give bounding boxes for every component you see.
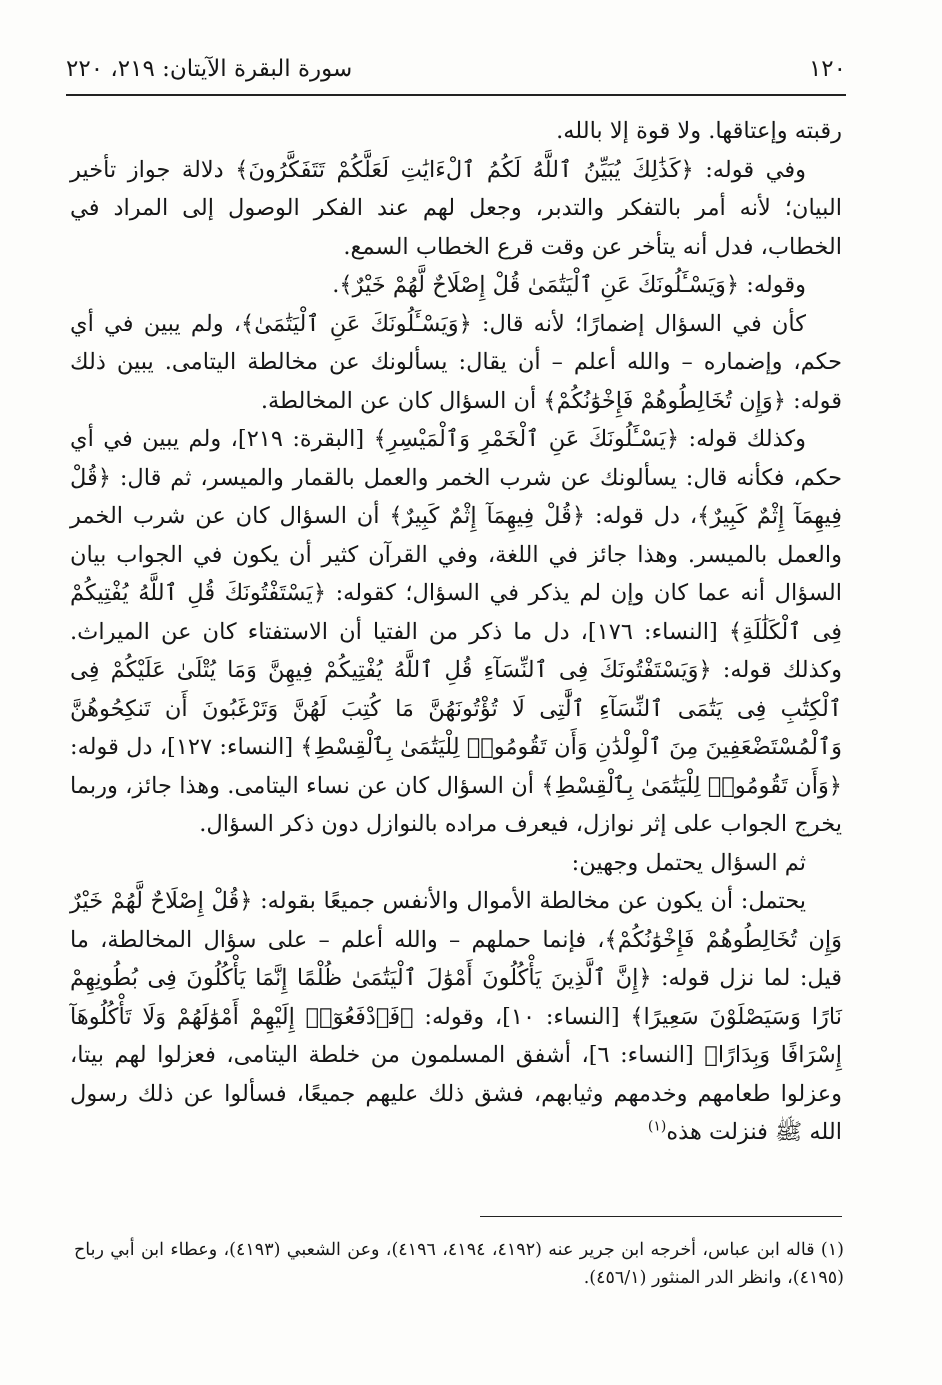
paragraph: وكذلك قوله: ﴿يَسْـَٔلُونَكَ عَنِ ٱلْخَمْرِ وَٱلْمَيْسِرِ﴾ [البقرة: ٢١٩]، ولم يبين في أي حكم، فكأنه قال: يسألونك عن شرب الخمر والعمل بالقمار والميسر، ثم قال: ﴿قُلْ فِيهِمَآ إِثْمٌ كَبِيرٌ﴾، دل قوله: ﴿قُلْ فِيهِمَآ إِثْمٌ كَبِيرٌ﴾ أن السؤال كان عن شرب الخمر والعمل بالميسر. وهذا جائز في اللغة، وفي القرآن كثير أن يكون في الجواب بيان السؤال أنه عما كان وإن لم يذكر في السؤال؛ كقوله: ﴿يَسْتَفْتُونَكَ قُلِ ٱللَّهُ يُفْتِيكُمْ فِى ٱلْكَلَٰلَةِ﴾ [النساء: ١٧٦]، دل ما ذكر من الفتيا أن الاستفتاء كان عن الميراث. وكذلك قوله: ﴿وَيَسْتَفْتُونَكَ فِى ٱلنِّسَآءِ قُلِ ٱللَّهُ يُفْتِيكُمْ فِيهِنَّ وَمَا يُتْلَىٰ عَلَيْكُمْ فِى ٱلْكِتَٰبِ فِى يَتَٰمَى ٱلنِّسَآءِ ٱلَّٰتِى لَا تُؤْتُونَهُنَّ مَا كُتِبَ لَهُنَّ وَتَرْغَبُونَ أَن تَنكِحُوهُنَّ وَٱلْمُسْتَضْعَفِينَ مِنَ ٱلْوِلْدَٰنِ وَأَن تَقُومُوا۟ لِلْيَتَٰمَىٰ بِٱلْقِسْطِ﴾ [النساء: ١٢٧]، دل قوله: ﴿وَأَن تَقُومُوا۟ لِلْيَتَٰمَىٰ بِٱلْقِسْطِ﴾ أن السؤال كان عن نساء اليتامى. وهذا جائز، وربما يخرج الجواب على إثر نوازل، فيعرف مراده بالنوازل دون ذكر السؤال. — [70, 426, 842, 837]
paragraph: وقوله: ﴿وَيَسْـَٔلُونَكَ عَنِ ٱلْيَتَٰمَىٰ قُلْ إِصْلَاحٌ لَّهُمْ خَيْرٌ﴾. — [332, 272, 806, 298]
page-header — [66, 50, 846, 94]
body-text — [70, 112, 842, 1152]
paragraph: رقبته وإعتاقها. ولا قوة إلا بالله. — [556, 118, 842, 144]
paragraph-text: يحتمل: أن يكون عن مخالطة الأموال والأنفس جميعًا بقوله: ﴿قُلْ إِصْلَاحٌ لَّهُمْ خَيْرٌ وَإِن تُخَالِطُوهُمْ فَإِخْوَٰنُكُمْ﴾، فإنما حملهم – والله أعلم – على سؤال المخالطة، ما قيل: لما نزل قوله: ﴿إِنَّ ٱلَّذِينَ يَأْكُلُونَ أَمْوَٰلَ ٱلْيَتَٰمَىٰ ظُلْمًا إِنَّمَا يَأْكُلُونَ فِى بُطُونِهِمْ نَارًا وَسَيَصْلَوْنَ سَعِيرًا﴾ [النساء: ١٠]، وقوله: ﴿فَٱدْفَعُوٓا۟ إِلَيْهِمْ أَمْوَٰلَهُمْ وَلَا تَأْكُلُوهَآ إِسْرَافًا وَبِدَارًا﴾ [النساء: ٦]، أشفق المسلمون من خلطة اليتامى، فعزلوا لهم بيتا، وعزلوا طعامهم وخدمهم وثيابهم، فشق ذلك عليهم جميعًا، فسألوا عن ذلك رسول الله ﷺ فنزلت هذه — [70, 888, 842, 1145]
footnote-reference: (١) — [647, 1118, 667, 1135]
running-title: سورة البقرة الآيتان: ٢١٩، ٢٢٠ — [66, 56, 353, 82]
paragraph: ثم السؤال يحتمل وجهين: — [571, 849, 806, 876]
paragraph: كأن في السؤال إضمارًا؛ لأنه قال: ﴿وَيَسْـَٔلُونَكَ عَنِ ٱلْيَتَٰمَىٰ﴾، ولم يبين في أي حكم، وإضماره – والله أعلم – أن يقال: يسألونك عن مخالطة اليتامى. يبين ذلك قوله: ﴿وَإِن تُخَالِطُوهُمْ فَإِخْوَٰنُكُمْ﴾ أن السؤال كان عن المخالطة. — [70, 310, 842, 414]
footnote: (١) قاله ابن عباس، أخرجه ابن جرير عنه (٤١٩٢، ٤١٩٤، ٤١٩٦)، وعن الشعبي (٤١٩٣)، وعطاء ابن أبي رباح (٤١٩٥)، وانظر الدر المنثور (٤٥٦/١). — [74, 1240, 844, 1288]
header-divider — [66, 94, 846, 96]
footnote-divider — [480, 1216, 842, 1217]
paragraph: وفي قوله: ﴿كَذَٰلِكَ يُبَيِّنُ ٱللَّهُ لَكُمُ ٱلْءَايَٰتِ لَعَلَّكُمْ تَتَفَكَّرُونَ﴾ دلالة جواز تأخير البيان؛ لأنه أمر بالتفكر والتدبر، وجعل لهم عند الفكر الوصول إلى المراد في الخطاب، فدل أنه يتأخر عن وقت قرع الخطاب السمع. — [70, 156, 842, 260]
page-number: ١٢٠ — [808, 56, 846, 82]
paragraph-with-footnote-ref — [70, 882, 842, 1152]
